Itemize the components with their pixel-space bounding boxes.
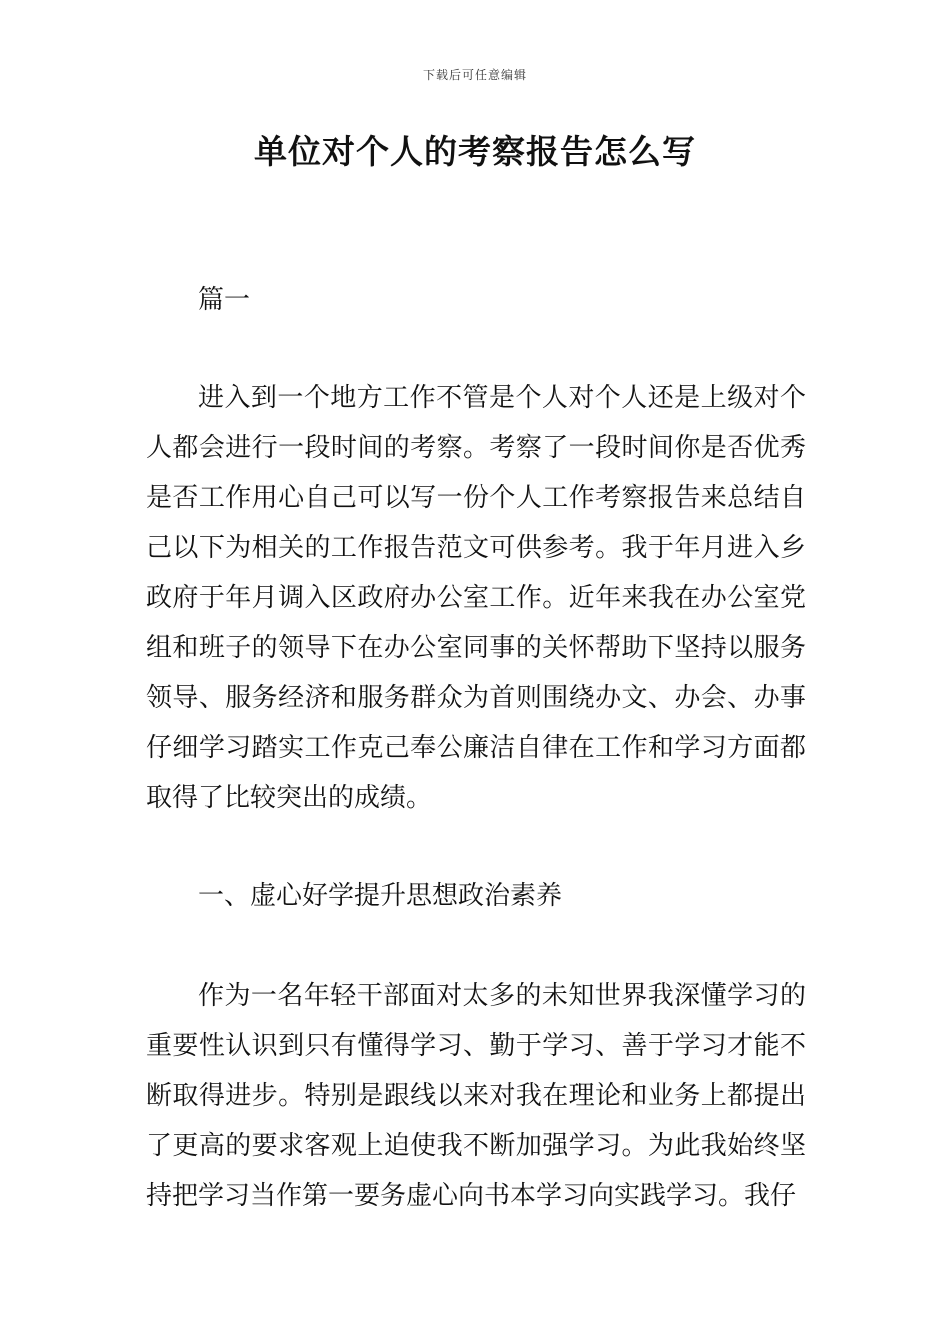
section-label: 篇一 <box>198 285 251 315</box>
paragraph-intro: 进入到一个地方工作不管是个人对个人还是上级对个人都会进行一段时间的考察。考察了一段时间你是否优秀是否工作用心自己可以写一份个人工作考察报告来总结自己以下为相关的工作报告范文可供参考。我于年月进入乡政府于年月调入区政府办公室工作。近年来我在办公室党组和班子的领导下在办公室同事的关怀帮助下坚持以服务领导、服务经济和服务群众为首则围绕办文、办会、办事仔细学习踏实工作克己奉公廉洁自律在工作和学习方面都取得了比较突出的成绩。 <box>146 383 806 813</box>
document-title: 单位对个人的考察报告怎么写 <box>254 132 696 171</box>
section-heading: 一、虚心好学提升思想政治素养 <box>198 881 563 911</box>
header-note: 下载后可任意编辑 <box>422 68 527 82</box>
paragraph-study: 作为一名年轻干部面对太多的未知世界我深懂学习的重要性认识到只有懂得学习、勤于学习、善于学习才能不断取得进步。特别是跟线以来对我在理论和业务上都提出了更高的要求客观上迫使我不断加强学习。为此我始终坚持把学习当作第一要务虚心向书本学习向实践学习。我仔 <box>146 981 806 1211</box>
